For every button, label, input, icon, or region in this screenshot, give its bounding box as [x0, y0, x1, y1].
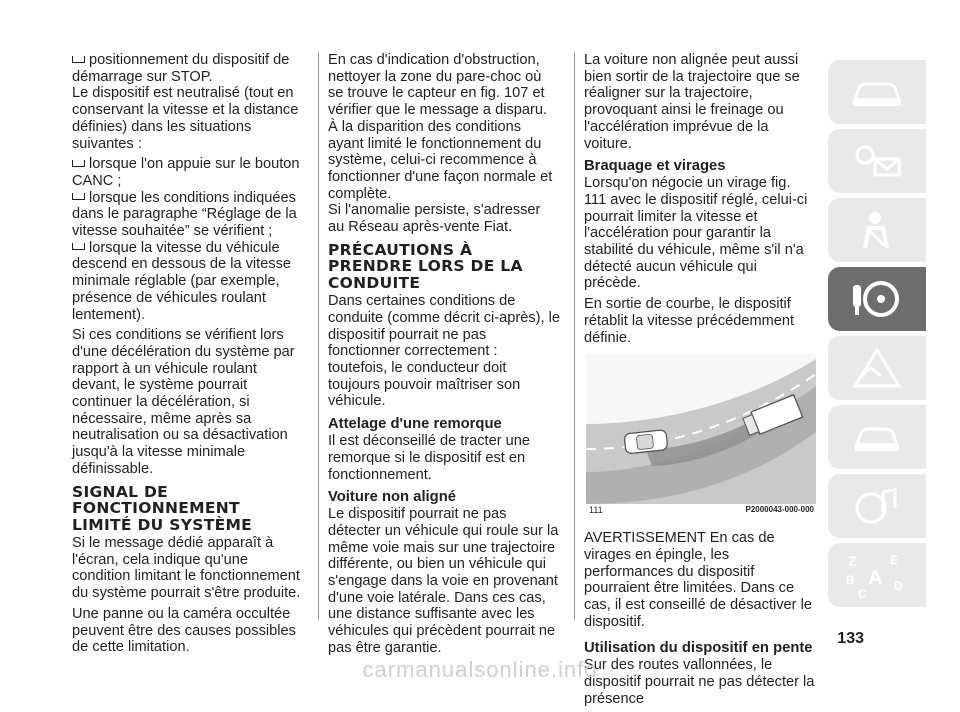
seatbelt-airbag-icon — [847, 208, 907, 252]
paragraph: La voiture non alignée peut aussi bien sortir de la trajectoire que se réaligner sur la trajectoire, provoquant ainsi le freinage ou l'accélération imprévue de la voiture. — [584, 52, 800, 152]
watermark: carmanualsonline.info — [362, 657, 598, 682]
text-column-2 — [328, 52, 560, 661]
section-heading: PRÉCAUTIONS À PRENDRE LORS DE LA CONDUITE — [328, 240, 523, 292]
sub-heading: Utilisation du dispositif en pente — [584, 640, 813, 657]
steering-wheel-key-icon — [847, 277, 907, 321]
paragraph: Le dispositif est neutralisé (tout en conservant la vitesse et la distance définies) dans les situations suivantes : — [72, 85, 299, 152]
figure-code: P2000043-000-000 — [745, 504, 814, 514]
svg-text:E: E — [890, 553, 899, 567]
paragraph: Une panne ou la caméra occultée peuvent être des causes possibles de cette limitation. — [72, 605, 296, 656]
paragraph: AVERTISSEMENT En cas de virages en épingle, les performances du dispositif pourraient être limitées. Dans ce cas, il est conseillé de désactiver le dispositif. — [584, 530, 812, 630]
text-column-3 — [584, 52, 816, 712]
sub-heading: Attelage d'une remorque — [328, 416, 502, 433]
svg-text:B: B — [846, 573, 855, 587]
curved-road-drawing — [586, 354, 816, 504]
figure-number: 111 — [589, 504, 603, 515]
svg-text:Z: Z — [848, 553, 857, 569]
tab-safety[interactable] — [828, 198, 926, 262]
tab-dashboard[interactable] — [828, 60, 926, 124]
bullet-item: positionnement du dispositif de démarrage sur STOP. — [72, 52, 304, 85]
car-dashboard-icon — [847, 72, 907, 112]
page-number: 133 — [837, 630, 864, 647]
tab-maintenance[interactable] — [828, 405, 926, 469]
paragraph: En sortie de courbe, le dispositif rétablit la vitesse précédemment définie. — [584, 296, 795, 346]
section-heading: SIGNAL DE FONCTIONNEMENT LIMITÉ DU SYSTÈME — [72, 482, 253, 534]
multimedia-icon — [847, 484, 907, 528]
index-alphabet-icon — [842, 550, 912, 600]
bullet-item: lorsque la vitesse du véhicule descend en dessous de la vitesse minimale réglable (par exemple, présence de véhicules roulant lentement). — [72, 240, 304, 324]
svg-text:C: C — [858, 587, 867, 600]
paragraph: Dans certaines conditions de conduite (comme décrit ci-après), le dispositif pourrait ne pas fonctionner correctement : toutefois, le conducteur doit toujours pouvoir maîtriser son véhicule. — [328, 293, 560, 410]
emergency-icon — [847, 346, 907, 390]
warning-lights-icon — [847, 139, 907, 183]
paragraph: Lorsqu'on négocie un virage fig. 111 avec le dispositif réglé, celui-ci pourrait limiter la vitesse et l'accélération pour garantir la stabilité du véhicule, même s'il n'a détecté aucun véhicule qui précède. — [584, 175, 808, 292]
tab-warning-lights[interactable] — [828, 129, 926, 193]
sub-heading: Braquage et virages — [584, 158, 726, 175]
bullet-item: lorsque les conditions indiquées dans le paragraphe “Réglage de la vitesse souhaitée” se vérifient ; — [72, 190, 304, 240]
paragraph: Sur des routes vallonnées, le dispositif pourrait ne pas détecter la présence — [584, 657, 815, 707]
paragraph: Si ces conditions se vérifient lors d'une décélération du système par rapport à un véhicule roulant devant, le système pourrait continuer la décélération, si nécessaire, même après sa neutralisation ou sa désactivation jusqu'à la vitesse minimale définissable. — [72, 327, 295, 477]
paragraph: Le dispositif pourrait ne pas détecter un véhicule qui roule sur la même voie mais sur une trajectoire différente, ou bien un véhicule qui s'engage dans la voie en provenant d'une voie latérale. Dans ces cas, une distance suffisante avec les véhicules qui précèdent pourrait ne pas être garantie. — [328, 506, 559, 656]
maintenance-car-icon — [847, 415, 907, 459]
paragraph: Si l'anomalie persiste, s'adresser au Réseau après-vente Fiat. — [328, 202, 541, 236]
chapter-tabs — [828, 60, 928, 612]
column-separator — [574, 52, 575, 620]
paragraph: Si le message dédié apparaît à l'écran, cela indique qu'une condition limitant le fonctionnement du système pourrait s'être produite. — [72, 535, 301, 602]
curve-illustration — [586, 354, 816, 516]
svg-text:A: A — [868, 567, 883, 589]
paragraph: À la disparition des conditions ayant limité le fonctionnement du système, celui-ci recommence à fonctionner d'une façon normale et complète. — [328, 118, 553, 202]
bullet-item: lorsque l'on appuie sur le bouton CANC ; — [72, 156, 304, 189]
text-column-1 — [72, 52, 304, 660]
sub-heading: Voiture non aligné — [328, 489, 456, 506]
paragraph: Il est déconseillé de tracter une remorque si le dispositif est en fonctionnement. — [328, 433, 530, 483]
tab-emergency[interactable] — [828, 336, 926, 400]
tab-index[interactable] — [828, 543, 926, 607]
svg-text:D: D — [894, 579, 903, 593]
tab-multimedia[interactable] — [828, 474, 926, 538]
tab-starting-driving[interactable] — [828, 267, 926, 331]
column-separator — [318, 52, 319, 620]
paragraph: En cas d'indication d'obstruction, nettoyer la zone du pare-choc où se trouve le capteur en fig. 107 et vérifier que le message a disparu. — [328, 52, 548, 119]
